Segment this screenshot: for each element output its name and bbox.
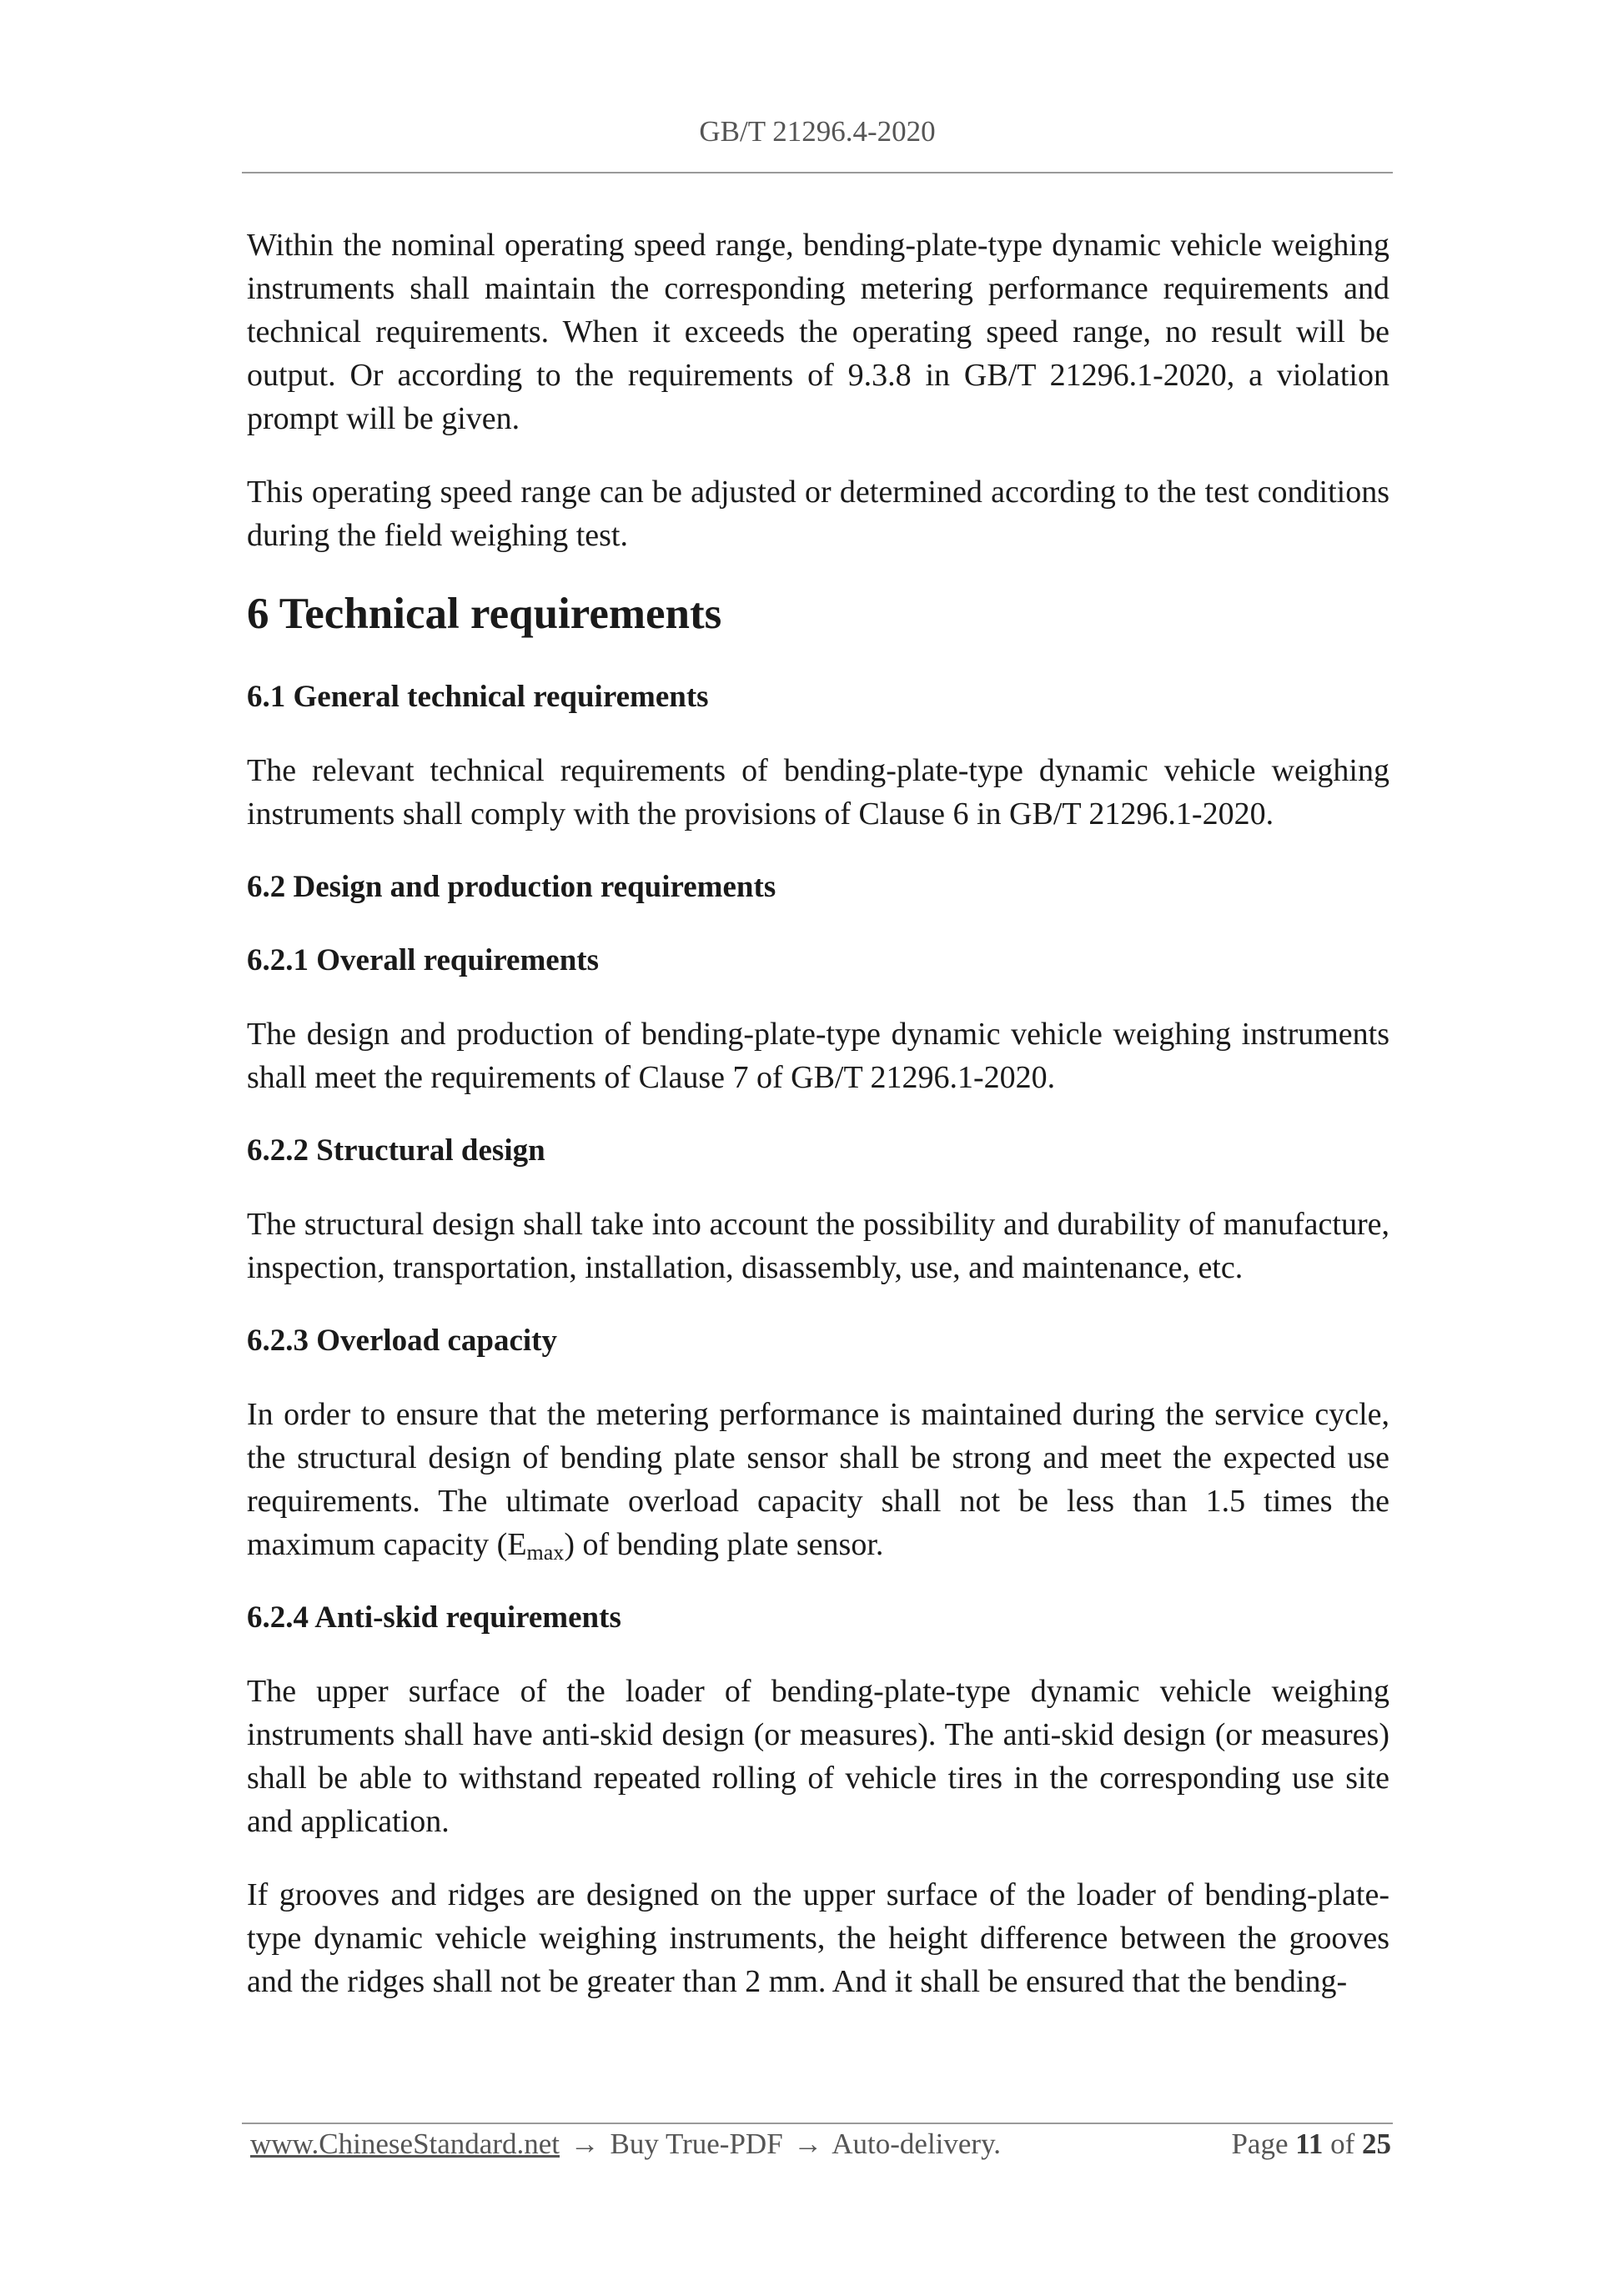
heading-design-production-requirements: 6.2 Design and production requirements bbox=[247, 870, 776, 904]
page-total: 25 bbox=[1362, 2128, 1391, 2160]
paragraph-structural-design: The structural design shall take into account the possibility and durability of manufacture, inspection, transportation, installation, disassembly, use, and maintenance, etc. bbox=[247, 1207, 1389, 1285]
of-label: of bbox=[1330, 2128, 1355, 2160]
site-link[interactable]: www.ChineseStandard.net bbox=[250, 2128, 560, 2160]
page-number: 11 bbox=[1295, 2128, 1324, 2160]
heading-structural-design: 6.2.2 Structural design bbox=[247, 1133, 545, 1168]
arrow-right-icon: → bbox=[570, 2128, 600, 2160]
paragraph-operating-speed: Within the nominal operating speed range, bending-plate-type dynamic vehicle weighing instruments shall maintain the corresponding metering performance requirements and technical requirements. When it exceeds the operating speed range, no result will be output. Or according to the requirements of 9.3.8 in GB/T 21296.1-2020, a violation prompt will be given. bbox=[247, 228, 1389, 436]
page-content bbox=[247, 224, 1389, 2033]
paragraph-speed-adjustment: This operating speed range can be adjusted or determined according to the test conditions during the field weighing test. bbox=[247, 475, 1389, 553]
paragraph-anti-skid-design: The upper surface of the loader of bending-plate-type dynamic vehicle weighing instruments shall have anti-skid design (or measures). The anti-skid design (or measures) shall be able to withstand repeated rolling of vehicle tires in the corresponding use site and application. bbox=[247, 1674, 1389, 1839]
overload-text-end: ) of bending plate sensor. bbox=[564, 1527, 884, 1562]
page-label: Page bbox=[1231, 2128, 1289, 2160]
delivery-text: Auto-delivery. bbox=[832, 2128, 1002, 2160]
heading-overall-requirements: 6.2.1 Overall requirements bbox=[247, 943, 600, 977]
document-id: GB/T 21296.4-2020 bbox=[699, 115, 936, 148]
header-divider bbox=[242, 172, 1393, 173]
page-indicator bbox=[1231, 2128, 1391, 2161]
buy-text: Buy True-PDF bbox=[610, 2128, 783, 2160]
heading-general-technical-requirements: 6.1 General technical requirements bbox=[247, 680, 709, 714]
page-header bbox=[242, 115, 1393, 148]
paragraph-general-technical-requirements: The relevant technical requirements of bending-plate-type dynamic vehicle weighing instruments shall comply with the provisions of Clause 6 in GB/T 21296.1-2020. bbox=[247, 753, 1389, 831]
paragraph-overload-capacity bbox=[247, 1393, 1389, 1566]
heading-overload-capacity: 6.2.3 Overload capacity bbox=[247, 1324, 558, 1358]
heading-anti-skid-requirements: 6.2.4 Anti-skid requirements bbox=[247, 1600, 621, 1635]
footer-promo bbox=[250, 2128, 1001, 2161]
footer-divider bbox=[242, 2123, 1393, 2124]
page-footer bbox=[250, 2128, 1391, 2161]
paragraph-overall-requirements: The design and production of bending-plate-type dynamic vehicle weighing instruments shall meet the requirements of Clause 7 of GB/T 21296.1-2020. bbox=[247, 1017, 1389, 1095]
section-heading-technical-requirements: 6 Technical requirements bbox=[247, 590, 722, 638]
paragraph-grooves-ridges: If grooves and ridges are designed on the upper surface of the loader of bending-plate-type dynamic vehicle weighing instruments, the height difference between the grooves and the ridges shall not be greater than 2 mm. And it shall be ensured that the bending- bbox=[247, 1877, 1389, 1999]
emax-subscript: max bbox=[526, 1540, 565, 1565]
arrow-right-icon: → bbox=[793, 2128, 823, 2160]
overload-text-start: In order to ensure that the metering performance is maintained during the service cycle, the structural design of bending plate sensor shall be strong and meet the expected use requirements. The ultimate overload capacity shall not be less than 1.5 times the maximum capacity (E bbox=[247, 1397, 1389, 1562]
